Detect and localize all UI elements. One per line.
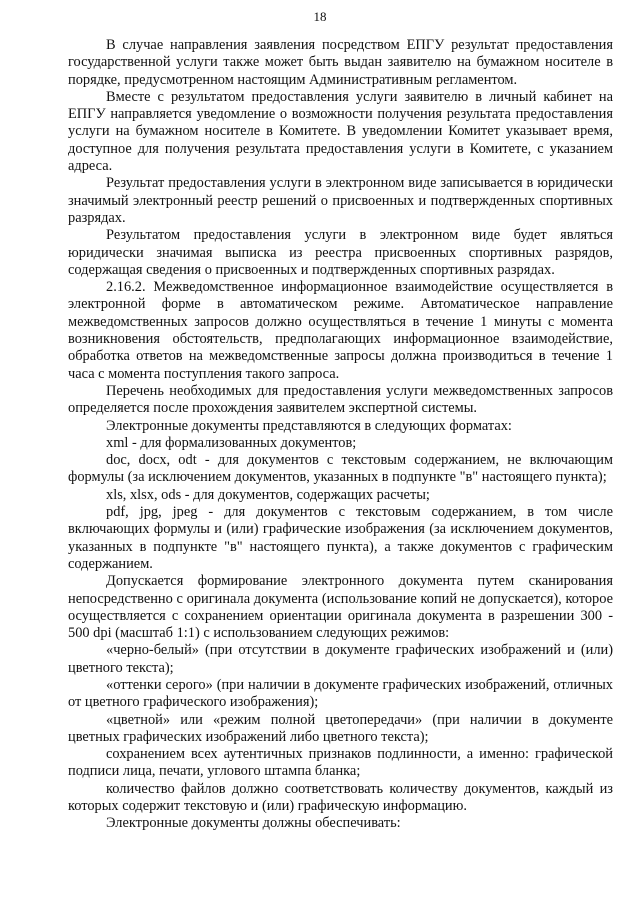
paragraph: 2.16.2. Межведомственное информационное взаимодействие осуществляется в электронной форме в автоматическом режиме. Автоматическое направление межведомственных запросов должно осуществляться в течение 1 минуты с момента возникновения обстоятельств, предполагающих информационное взаимодействие, обработка ответов на межведомственные запросы должна производиться в течение 1 часа с момента поступления такого запроса. xyxy=(68,279,613,382)
list-item: pdf, jpg, jpeg - для документов с текстовым содержанием, в том числе включающих формулы и (или) графические изображения (за исключением документов, указанных в подпункте "в" настоящего пункта), а также документов с графическим содержанием. xyxy=(68,504,613,572)
paragraph: Результат предоставления услуги в электронном виде записывается в юридически значимый электронный реестр решений о присвоенных и подтвержденных спортивных разрядах. xyxy=(68,175,613,226)
paragraph: Вместе с результатом предоставления услуги заявителю в личный кабинет на ЕПГУ направляется уведомление о возможности получения результата предоставления услуги на бумажном носителе в Комитете. В уведомлении Комитет указывает время, доступное для получения результата предоставления услуги в Комитете, с указанием адреса. xyxy=(68,88,613,175)
list-item: «цветной» или «режим полной цветопередачи» (при наличии в документе цветных графических изображений либо цветного текста); xyxy=(68,711,613,745)
paragraph: Перечень необходимых для предоставления услуги межведомственных запросов определяется после прохождения заявителем экспертной системы. xyxy=(68,382,613,417)
paragraph: Электронные документы должны обеспечивать: xyxy=(106,815,401,832)
list-item: xls, xlsx, ods - для документов, содержащих расчеты; xyxy=(106,486,430,503)
paragraph: Результатом предоставления услуги в электронном виде будет являться юридически значимая выписка из реестра присвоенных спортивных разрядов, содержащая сведения о присвоенных и подтвержденных спортивных разрядах. xyxy=(68,227,613,278)
list-item: сохранением всех аутентичных признаков подлинности, а именно: графической подписи лица, печати, углового штампа бланка; xyxy=(68,746,613,780)
paragraph: Электронные документы представляются в следующих форматах: xyxy=(106,417,512,434)
list-item: xml - для формализованных документов; xyxy=(106,434,357,451)
list-item: количество файлов должно соответствовать количеству документов, каждый из которых содержит текстовую и (или) графическую информацию. xyxy=(68,780,613,815)
page-number: 18 xyxy=(313,9,327,24)
list-item: «оттенки серого» (при наличии в документе графических изображений, отличных от цветного графического изображения); xyxy=(68,676,613,711)
paragraph: В случае направления заявления посредством ЕПГУ результат предоставления государственной услуги также может быть выдан заявителю на бумажном носителе в порядке, предусмотренном настоящим Административным регламентом. xyxy=(68,37,613,88)
paragraph: Допускается формирование электронного документа путем сканирования непосредственно с оригинала документа (использование копий не допускается), которое осуществляется с сохранением ориентации оригинала документа в разрешении 300 - 500 dpi (масштаб 1:1) с использованием следующих режимов: xyxy=(68,573,613,642)
list-item: doc, docx, odt - для документов с текстовым содержанием, не включающим формулы (за исключением документов, указанных в подпункте "в" настоящего пункта); xyxy=(68,452,613,486)
list-item: «черно-белый» (при отсутствии в документе графических изображений и (или) цветного текста); xyxy=(68,642,613,676)
document-body xyxy=(68,37,613,833)
